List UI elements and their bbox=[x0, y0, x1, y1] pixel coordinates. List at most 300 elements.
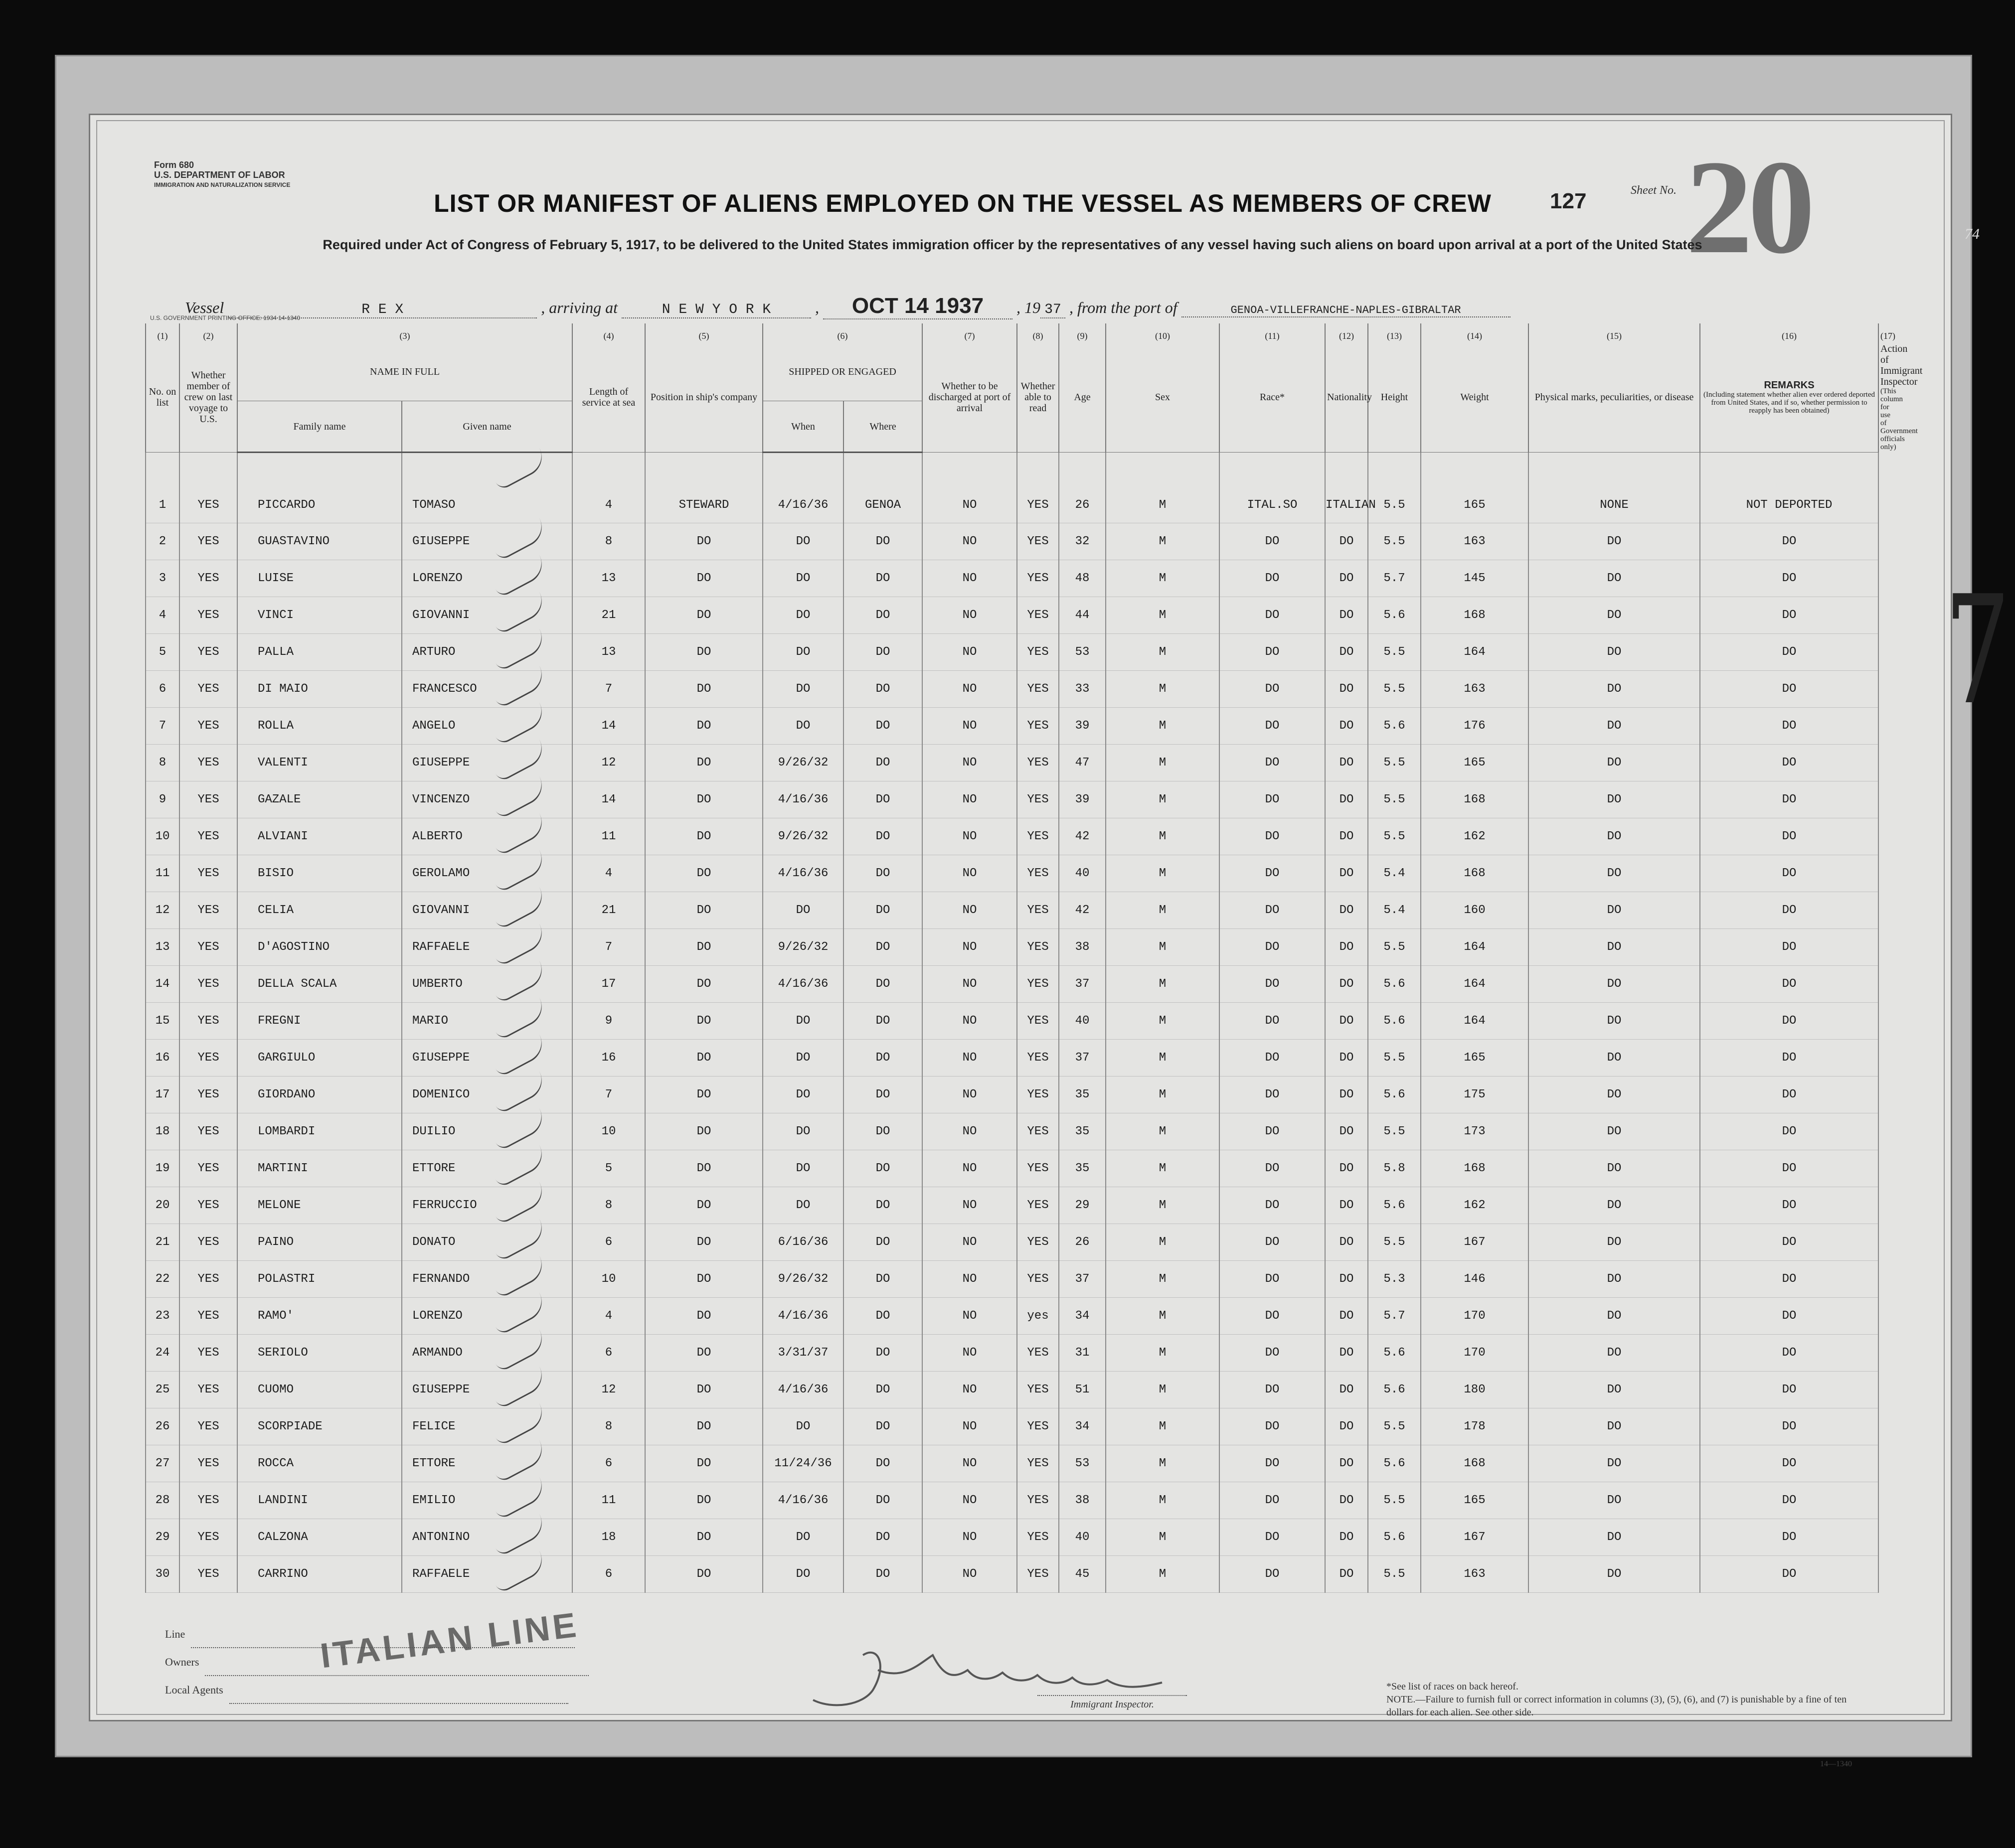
physical-marks-cell: DO bbox=[1528, 1003, 1700, 1040]
header-nationality: Nationality bbox=[1325, 342, 1368, 453]
table-row bbox=[146, 1519, 1878, 1556]
check-mark-icon bbox=[490, 554, 548, 599]
nationality-cell: DO bbox=[1325, 781, 1368, 818]
shipped-where-cell: DO bbox=[843, 634, 922, 671]
discharged-cell: NO bbox=[922, 1556, 1017, 1593]
row-number: 11 bbox=[146, 855, 179, 892]
weight-cell: 170 bbox=[1421, 1335, 1528, 1372]
physical-marks-cell: DO bbox=[1528, 892, 1700, 929]
height-cell: 5.5 bbox=[1368, 634, 1421, 671]
table-row bbox=[146, 1187, 1878, 1224]
shipped-where-cell: DO bbox=[843, 1224, 922, 1261]
age-cell: 35 bbox=[1059, 1077, 1106, 1113]
table-row bbox=[146, 929, 1878, 966]
position-cell: DO bbox=[645, 745, 763, 781]
race-cell: DO bbox=[1219, 1556, 1325, 1593]
row-number: 4 bbox=[146, 597, 179, 634]
check-mark-icon bbox=[490, 1070, 548, 1115]
last-voyage-cell: YES bbox=[179, 1445, 237, 1482]
nationality-cell: DO bbox=[1325, 818, 1368, 855]
service-length-cell: 6 bbox=[572, 1445, 645, 1482]
weight-cell: 176 bbox=[1421, 708, 1528, 745]
discharged-cell: NO bbox=[922, 1482, 1017, 1519]
service-length-cell: 7 bbox=[572, 1077, 645, 1113]
able-read-cell: YES bbox=[1017, 453, 1059, 523]
weight-cell: 175 bbox=[1421, 1077, 1528, 1113]
remarks-cell: DO bbox=[1700, 1445, 1878, 1482]
service-length-cell: 6 bbox=[572, 1224, 645, 1261]
physical-marks-cell: DO bbox=[1528, 1224, 1700, 1261]
age-cell: 53 bbox=[1059, 634, 1106, 671]
shipped-when-cell: 4/16/36 bbox=[763, 453, 843, 523]
shipped-when-cell: DO bbox=[763, 1408, 843, 1445]
sex-cell: M bbox=[1106, 781, 1219, 818]
check-mark-icon bbox=[490, 886, 548, 930]
shipped-when-cell: DO bbox=[763, 634, 843, 671]
weight-cell: 167 bbox=[1421, 1519, 1528, 1556]
race-cell: DO bbox=[1219, 1187, 1325, 1224]
weight-cell: 170 bbox=[1421, 1298, 1528, 1335]
weight-cell: 180 bbox=[1421, 1372, 1528, 1408]
remarks-cell: DO bbox=[1700, 818, 1878, 855]
age-cell: 53 bbox=[1059, 1445, 1106, 1482]
able-read-cell: YES bbox=[1017, 781, 1059, 818]
physical-marks-cell: DO bbox=[1528, 597, 1700, 634]
given-name-cell: ANGELO bbox=[402, 708, 572, 745]
position-cell: DO bbox=[645, 1372, 763, 1408]
header-name-in-full: NAME IN FULL bbox=[237, 342, 572, 401]
physical-marks-cell: DO bbox=[1528, 1445, 1700, 1482]
sex-cell: M bbox=[1106, 892, 1219, 929]
service-length-cell: 5 bbox=[572, 1150, 645, 1187]
height-cell: 5.6 bbox=[1368, 1445, 1421, 1482]
position-cell: DO bbox=[645, 1003, 763, 1040]
col-num: (9) bbox=[1059, 323, 1106, 342]
check-mark-icon bbox=[490, 1549, 548, 1594]
race-cell: DO bbox=[1219, 708, 1325, 745]
age-cell: 37 bbox=[1059, 1261, 1106, 1298]
shipped-where-cell: DO bbox=[843, 1372, 922, 1408]
discharged-cell: NO bbox=[922, 1150, 1017, 1187]
family-name-cell: PAINO bbox=[237, 1224, 402, 1261]
service-length-cell: 4 bbox=[572, 855, 645, 892]
height-cell: 5.5 bbox=[1368, 1113, 1421, 1150]
given-name-cell: UMBERTO bbox=[402, 966, 572, 1003]
nationality-cell: DO bbox=[1325, 929, 1368, 966]
line-label: Line bbox=[165, 1628, 185, 1640]
age-cell: 40 bbox=[1059, 1519, 1106, 1556]
able-read-cell: YES bbox=[1017, 1150, 1059, 1187]
family-name-cell: CALZONA bbox=[237, 1519, 402, 1556]
height-cell: 5.5 bbox=[1368, 745, 1421, 781]
table-row bbox=[146, 1261, 1878, 1298]
discharged-cell: NO bbox=[922, 966, 1017, 1003]
remarks-cell: DO bbox=[1700, 892, 1878, 929]
position-cell: DO bbox=[645, 929, 763, 966]
last-voyage-cell: YES bbox=[179, 1040, 237, 1077]
age-cell: 37 bbox=[1059, 966, 1106, 1003]
nationality-cell: DO bbox=[1325, 1040, 1368, 1077]
position-cell: DO bbox=[645, 1408, 763, 1445]
physical-marks-cell: DO bbox=[1528, 1077, 1700, 1113]
able-read-cell: YES bbox=[1017, 560, 1059, 597]
height-cell: 5.5 bbox=[1368, 453, 1421, 523]
family-name-cell: DI MAIO bbox=[237, 671, 402, 708]
able-read-cell: YES bbox=[1017, 745, 1059, 781]
age-cell: 38 bbox=[1059, 1482, 1106, 1519]
last-voyage-cell: YES bbox=[179, 708, 237, 745]
given-name-cell: GIUSEPPE bbox=[402, 1040, 572, 1077]
able-read-cell: YES bbox=[1017, 1445, 1059, 1482]
service-length-cell: 6 bbox=[572, 1335, 645, 1372]
shipped-when-cell: 4/16/36 bbox=[763, 1298, 843, 1335]
discharged-cell: NO bbox=[922, 1298, 1017, 1335]
age-cell: 39 bbox=[1059, 781, 1106, 818]
nationality-cell: DO bbox=[1325, 1003, 1368, 1040]
row-number: 21 bbox=[146, 1224, 179, 1261]
sex-cell: M bbox=[1106, 597, 1219, 634]
physical-marks-cell: DO bbox=[1528, 634, 1700, 671]
remarks-cell: DO bbox=[1700, 597, 1878, 634]
given-name-cell: RAFFAELE bbox=[402, 1556, 572, 1593]
handwritten-seven: 7 bbox=[1944, 564, 2011, 738]
physical-marks-cell: DO bbox=[1528, 1298, 1700, 1335]
last-voyage-cell: YES bbox=[179, 745, 237, 781]
sex-cell: M bbox=[1106, 966, 1219, 1003]
discharged-cell: NO bbox=[922, 671, 1017, 708]
departure-ports: GENOA-VILLEFRANCHE-NAPLES-GIBRALTAR bbox=[1181, 304, 1511, 317]
check-mark-icon bbox=[490, 1402, 548, 1447]
weight-cell: 168 bbox=[1421, 855, 1528, 892]
agents-field bbox=[229, 1703, 568, 1704]
nationality-cell: DO bbox=[1325, 1077, 1368, 1113]
given-name-cell: VINCENZO bbox=[402, 781, 572, 818]
given-name-cell: GIUSEPPE bbox=[402, 523, 572, 560]
physical-marks-cell: DO bbox=[1528, 1187, 1700, 1224]
nationality-cell: DO bbox=[1325, 1445, 1368, 1482]
weight-cell: 168 bbox=[1421, 597, 1528, 634]
shipped-where-cell: DO bbox=[843, 597, 922, 634]
able-read-cell: YES bbox=[1017, 1261, 1059, 1298]
given-name-cell: RAFFAELE bbox=[402, 929, 572, 966]
remarks-cell: DO bbox=[1700, 1040, 1878, 1077]
height-cell: 5.6 bbox=[1368, 1372, 1421, 1408]
row-number: 14 bbox=[146, 966, 179, 1003]
age-cell: 47 bbox=[1059, 745, 1106, 781]
discharged-cell: NO bbox=[922, 929, 1017, 966]
weight-cell: 168 bbox=[1421, 1150, 1528, 1187]
age-cell: 34 bbox=[1059, 1298, 1106, 1335]
position-cell: DO bbox=[645, 1482, 763, 1519]
given-name-cell: TOMASO bbox=[402, 453, 572, 523]
race-cell: DO bbox=[1219, 1224, 1325, 1261]
col-num: (10) bbox=[1106, 323, 1219, 342]
remarks-cell: DO bbox=[1700, 1335, 1878, 1372]
row-number: 10 bbox=[146, 818, 179, 855]
sex-cell: M bbox=[1106, 453, 1219, 523]
last-voyage-cell: YES bbox=[179, 453, 237, 523]
shipped-where-cell: DO bbox=[843, 1187, 922, 1224]
sex-cell: M bbox=[1106, 1298, 1219, 1335]
physical-marks-cell: DO bbox=[1528, 1113, 1700, 1150]
nationality-cell: DO bbox=[1325, 523, 1368, 560]
form-number: Form 680 bbox=[154, 160, 194, 170]
form-identifier bbox=[154, 160, 290, 190]
last-voyage-cell: YES bbox=[179, 1298, 237, 1335]
weight-cell: 165 bbox=[1421, 745, 1528, 781]
able-read-cell: YES bbox=[1017, 1003, 1059, 1040]
row-number: 8 bbox=[146, 745, 179, 781]
service-length-cell: 11 bbox=[572, 818, 645, 855]
check-mark-icon bbox=[490, 1144, 548, 1189]
shipped-where-cell: DO bbox=[843, 818, 922, 855]
discharged-cell: NO bbox=[922, 1113, 1017, 1150]
table-row bbox=[146, 523, 1878, 560]
weight-cell: 164 bbox=[1421, 1003, 1528, 1040]
row-number: 28 bbox=[146, 1482, 179, 1519]
last-voyage-cell: YES bbox=[179, 560, 237, 597]
remarks-cell: DO bbox=[1700, 1556, 1878, 1593]
age-cell: 33 bbox=[1059, 671, 1106, 708]
race-cell: DO bbox=[1219, 1335, 1325, 1372]
nationality-cell: DO bbox=[1325, 745, 1368, 781]
row-number: 25 bbox=[146, 1372, 179, 1408]
row-number: 22 bbox=[146, 1261, 179, 1298]
weight-cell: 164 bbox=[1421, 634, 1528, 671]
nationality-cell: DO bbox=[1325, 1556, 1368, 1593]
race-cell: DO bbox=[1219, 634, 1325, 671]
remarks-cell: DO bbox=[1700, 560, 1878, 597]
check-mark-icon bbox=[490, 775, 548, 820]
last-voyage-cell: YES bbox=[179, 1372, 237, 1408]
last-voyage-cell: YES bbox=[179, 1150, 237, 1187]
physical-marks-cell: DO bbox=[1528, 818, 1700, 855]
race-cell: DO bbox=[1219, 597, 1325, 634]
family-name-cell: BISIO bbox=[237, 855, 402, 892]
service-length-cell: 9 bbox=[572, 1003, 645, 1040]
agents-label: Local Agents bbox=[165, 1684, 223, 1696]
discharged-cell: NO bbox=[922, 1372, 1017, 1408]
given-name-cell: GIUSEPPE bbox=[402, 745, 572, 781]
race-cell: DO bbox=[1219, 671, 1325, 708]
remarks-cell: DO bbox=[1700, 634, 1878, 671]
sheet-no-label: Sheet No. bbox=[1631, 184, 1677, 197]
remarks-cell: DO bbox=[1700, 1298, 1878, 1335]
service-length-cell: 14 bbox=[572, 781, 645, 818]
header-age: Age bbox=[1059, 342, 1106, 453]
age-cell: 37 bbox=[1059, 1040, 1106, 1077]
discharged-cell: NO bbox=[922, 1040, 1017, 1077]
shipped-when-cell: DO bbox=[763, 1113, 843, 1150]
remarks-cell: DO bbox=[1700, 1150, 1878, 1187]
given-name-cell: DUILIO bbox=[402, 1113, 572, 1150]
sex-cell: M bbox=[1106, 929, 1219, 966]
check-mark-icon bbox=[490, 517, 548, 562]
check-mark-icon bbox=[490, 1254, 548, 1299]
family-name-cell: ROLLA bbox=[237, 708, 402, 745]
nationality-cell: DO bbox=[1325, 1519, 1368, 1556]
race-cell: DO bbox=[1219, 523, 1325, 560]
position-cell: DO bbox=[645, 1519, 763, 1556]
physical-marks-cell: DO bbox=[1528, 1519, 1700, 1556]
given-name-cell: ARMANDO bbox=[402, 1335, 572, 1372]
shipped-where-cell: DO bbox=[843, 1556, 922, 1593]
check-mark-icon bbox=[490, 664, 548, 709]
given-name-cell: FERNANDO bbox=[402, 1261, 572, 1298]
able-read-cell: YES bbox=[1017, 1224, 1059, 1261]
col-num: (15) bbox=[1528, 323, 1700, 342]
shipped-where-cell: DO bbox=[843, 1335, 922, 1372]
service-length-cell: 13 bbox=[572, 634, 645, 671]
height-cell: 5.5 bbox=[1368, 1556, 1421, 1593]
race-cell: DO bbox=[1219, 1077, 1325, 1113]
physical-marks-cell: DO bbox=[1528, 1408, 1700, 1445]
last-voyage-cell: YES bbox=[179, 1335, 237, 1372]
service-length-cell: 12 bbox=[572, 745, 645, 781]
table-row bbox=[146, 1556, 1878, 1593]
nationality-cell: DO bbox=[1325, 892, 1368, 929]
race-cell: DO bbox=[1219, 1150, 1325, 1187]
table-row bbox=[146, 1372, 1878, 1408]
physical-marks-cell: DO bbox=[1528, 1482, 1700, 1519]
height-cell: 5.5 bbox=[1368, 818, 1421, 855]
service-length-cell: 4 bbox=[572, 1298, 645, 1335]
last-voyage-cell: YES bbox=[179, 597, 237, 634]
weight-cell: 164 bbox=[1421, 929, 1528, 966]
sex-cell: M bbox=[1106, 1187, 1219, 1224]
row-number: 29 bbox=[146, 1519, 179, 1556]
remarks-cell: DO bbox=[1700, 523, 1878, 560]
shipped-when-cell: 9/26/32 bbox=[763, 1261, 843, 1298]
given-name-cell: FELICE bbox=[402, 1408, 572, 1445]
discharged-cell: NO bbox=[922, 1003, 1017, 1040]
check-mark-icon bbox=[490, 849, 548, 894]
nationality-cell: DO bbox=[1325, 1261, 1368, 1298]
remarks-note: (Including statement whether alien ever ordered deported from United States, and if so, whether permission to reapply has been obtained) bbox=[1703, 391, 1875, 415]
race-cell: DO bbox=[1219, 966, 1325, 1003]
shipped-when-cell: 11/24/36 bbox=[763, 1445, 843, 1482]
last-voyage-cell: YES bbox=[179, 1224, 237, 1261]
remarks-cell: DO bbox=[1700, 708, 1878, 745]
remarks-title: REMARKS bbox=[1764, 380, 1815, 391]
family-name-cell: MELONE bbox=[237, 1187, 402, 1224]
position-cell: DO bbox=[645, 708, 763, 745]
discharged-cell: NO bbox=[922, 453, 1017, 523]
family-name-cell: D'AGOSTINO bbox=[237, 929, 402, 966]
shipped-when-cell: DO bbox=[763, 892, 843, 929]
physical-marks-cell: DO bbox=[1528, 929, 1700, 966]
table-row bbox=[146, 1408, 1878, 1445]
race-cell: DO bbox=[1219, 1298, 1325, 1335]
shipped-when-cell: 6/16/36 bbox=[763, 1224, 843, 1261]
physical-marks-cell: DO bbox=[1528, 671, 1700, 708]
last-voyage-cell: YES bbox=[179, 1077, 237, 1113]
race-cell: DO bbox=[1219, 781, 1325, 818]
last-voyage-cell: YES bbox=[179, 1113, 237, 1150]
remarks-cell: DO bbox=[1700, 1113, 1878, 1150]
shipped-when-cell: 9/26/32 bbox=[763, 929, 843, 966]
weight-cell: 162 bbox=[1421, 818, 1528, 855]
table-row bbox=[146, 1224, 1878, 1261]
remarks-cell: DO bbox=[1700, 781, 1878, 818]
discharged-cell: NO bbox=[922, 523, 1017, 560]
shipped-when-cell: 9/26/32 bbox=[763, 745, 843, 781]
header-length-service: Length of service at sea bbox=[572, 342, 645, 453]
row-number: 12 bbox=[146, 892, 179, 929]
row-number: 24 bbox=[146, 1335, 179, 1372]
discharged-cell: NO bbox=[922, 892, 1017, 929]
shipped-where-cell: DO bbox=[843, 1040, 922, 1077]
header-position: Position in ship's company bbox=[645, 342, 763, 453]
position-cell: DO bbox=[645, 671, 763, 708]
race-cell: DO bbox=[1219, 1372, 1325, 1408]
race-cell: DO bbox=[1219, 745, 1325, 781]
height-cell: 5.4 bbox=[1368, 855, 1421, 892]
race-footnote: *See list of races on back hereof. bbox=[1386, 1681, 1518, 1692]
row-number: 5 bbox=[146, 634, 179, 671]
sex-cell: M bbox=[1106, 818, 1219, 855]
shipped-where-cell: DO bbox=[843, 855, 922, 892]
check-mark-icon bbox=[490, 1439, 548, 1484]
table-row bbox=[146, 966, 1878, 1003]
race-cell: DO bbox=[1219, 1519, 1325, 1556]
physical-marks-cell: DO bbox=[1528, 966, 1700, 1003]
physical-marks-cell: DO bbox=[1528, 560, 1700, 597]
service-length-cell: 17 bbox=[572, 966, 645, 1003]
discharged-cell: NO bbox=[922, 1224, 1017, 1261]
shipped-when-cell: DO bbox=[763, 1187, 843, 1224]
shipped-where-cell: DO bbox=[843, 560, 922, 597]
check-mark-icon bbox=[490, 812, 548, 857]
family-name-cell: CARRINO bbox=[237, 1556, 402, 1593]
race-cell: DO bbox=[1219, 929, 1325, 966]
service-length-cell: 11 bbox=[572, 1482, 645, 1519]
family-name-cell: LOMBARDI bbox=[237, 1113, 402, 1150]
nationality-cell: DO bbox=[1325, 1298, 1368, 1335]
service-length-cell: 10 bbox=[572, 1261, 645, 1298]
service-length-cell: 13 bbox=[572, 560, 645, 597]
header-weight: Weight bbox=[1421, 342, 1528, 453]
shipped-where-cell: DO bbox=[843, 1482, 922, 1519]
sex-cell: M bbox=[1106, 1519, 1219, 1556]
remarks-cell: DO bbox=[1700, 1519, 1878, 1556]
able-read-cell: yes bbox=[1017, 1298, 1059, 1335]
shipped-where-cell: DO bbox=[843, 708, 922, 745]
age-cell: 31 bbox=[1059, 1335, 1106, 1372]
family-name-cell: SERIOLO bbox=[237, 1335, 402, 1372]
service-length-cell: 8 bbox=[572, 1408, 645, 1445]
given-name-cell: EMILIO bbox=[402, 1482, 572, 1519]
position-cell: STEWARD bbox=[645, 453, 763, 523]
height-cell: 5.6 bbox=[1368, 597, 1421, 634]
service-length-cell: 18 bbox=[572, 1519, 645, 1556]
nationality-cell: DO bbox=[1325, 855, 1368, 892]
table-row bbox=[146, 560, 1878, 597]
sex-cell: M bbox=[1106, 1003, 1219, 1040]
race-cell: DO bbox=[1219, 855, 1325, 892]
height-cell: 5.5 bbox=[1368, 781, 1421, 818]
check-mark-icon bbox=[490, 1181, 548, 1226]
family-name-cell: GUASTAVINO bbox=[237, 523, 402, 560]
col-num: (6) bbox=[763, 323, 922, 342]
weight-cell: 168 bbox=[1421, 1445, 1528, 1482]
sex-cell: M bbox=[1106, 634, 1219, 671]
voyage-line: Vessel R E X , arriving at N E W Y O R K , OCT 14 1937 , 19 37 , from the port of GENOA-VILLEFRANCHE-NAPLES-GIBRALTAR bbox=[185, 294, 1880, 319]
sex-cell: M bbox=[1106, 1482, 1219, 1519]
shipped-where-cell: DO bbox=[843, 1261, 922, 1298]
check-mark-icon bbox=[490, 1365, 548, 1410]
last-voyage-cell: YES bbox=[179, 1187, 237, 1224]
